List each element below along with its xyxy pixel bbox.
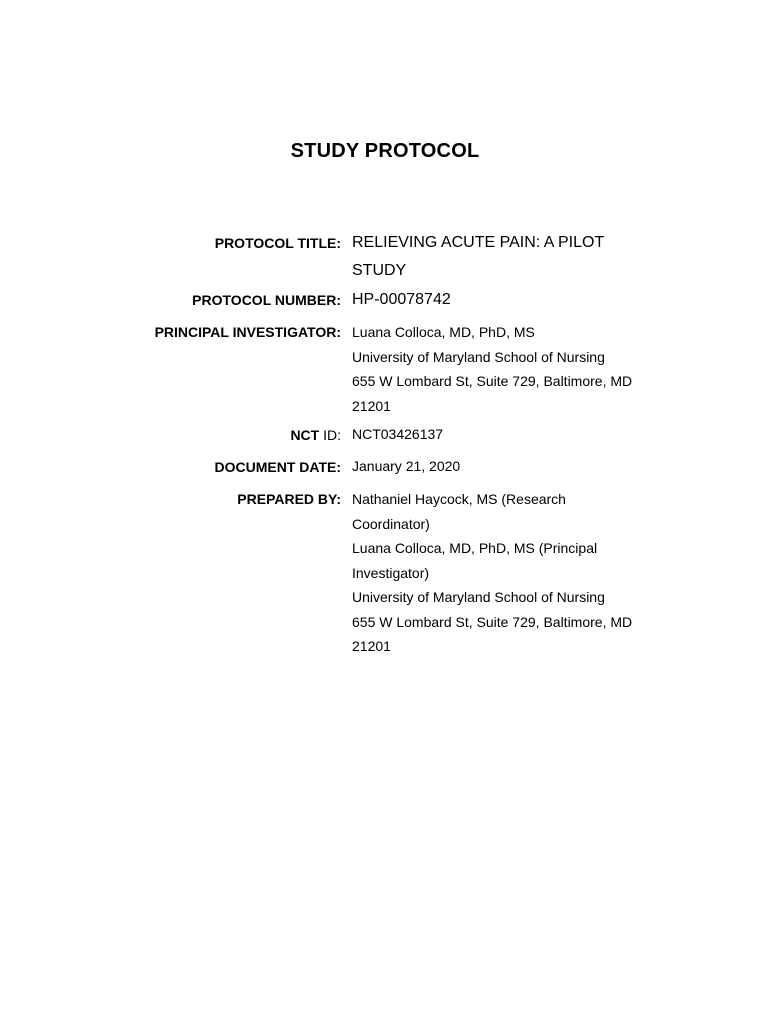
protocol-number-text: HP-00078742 (352, 291, 451, 308)
prepared-by-line: 21201 (352, 638, 391, 654)
nct-id-label-bold: NCT (290, 427, 320, 443)
nct-id-value (352, 422, 652, 447)
principal-investigator-value (352, 320, 652, 418)
prepared-by-line: University of Maryland School of Nursing (352, 589, 605, 605)
protocol-title-line: RELIEVING ACUTE PAIN: A PILOT (352, 234, 605, 251)
nct-id-label-normal: ID: (319, 427, 341, 443)
principal-investigator-line: 655 W Lombard St, Suite 729, Baltimore, MD (352, 373, 633, 389)
prepared-by-line: Investigator) (352, 564, 430, 581)
document-date-label: DOCUMENT DATE: (214, 459, 341, 475)
nct-id-label (290, 427, 341, 443)
protocol-number-value (352, 286, 652, 314)
principal-investigator-label: PRINCIPAL INVESTIGATOR: (154, 324, 341, 340)
protocol-number-label: PROTOCOL NUMBER: (192, 292, 341, 308)
document-title: STUDY PROTOCOL (290, 140, 480, 162)
principal-investigator-line: Luana Colloca, MD, PhD, MS (352, 324, 535, 340)
prepared-by-value (352, 487, 652, 659)
protocol-title-line: STUDY (352, 262, 407, 279)
nct-id-text: NCT03426137 (352, 426, 444, 442)
protocol-title-value (352, 229, 652, 285)
prepared-by-label: PREPARED BY: (237, 491, 341, 507)
document-date-text: January 21, 2020 (352, 458, 461, 474)
document-date-value (352, 454, 652, 479)
principal-investigator-line: 21201 (352, 397, 391, 414)
principal-investigator-line: University of Maryland School of Nursing (352, 348, 605, 365)
prepared-by-line: Nathaniel Haycock, MS (Research (352, 491, 566, 507)
prepared-by-line: Luana Colloca, MD, PhD, MS (Principal (352, 540, 598, 556)
prepared-by-line: 655 W Lombard St, Suite 729, Baltimore, MD (352, 613, 633, 630)
protocol-title-label: PROTOCOL TITLE: (214, 235, 341, 251)
prepared-by-line: Coordinator) (352, 515, 430, 532)
